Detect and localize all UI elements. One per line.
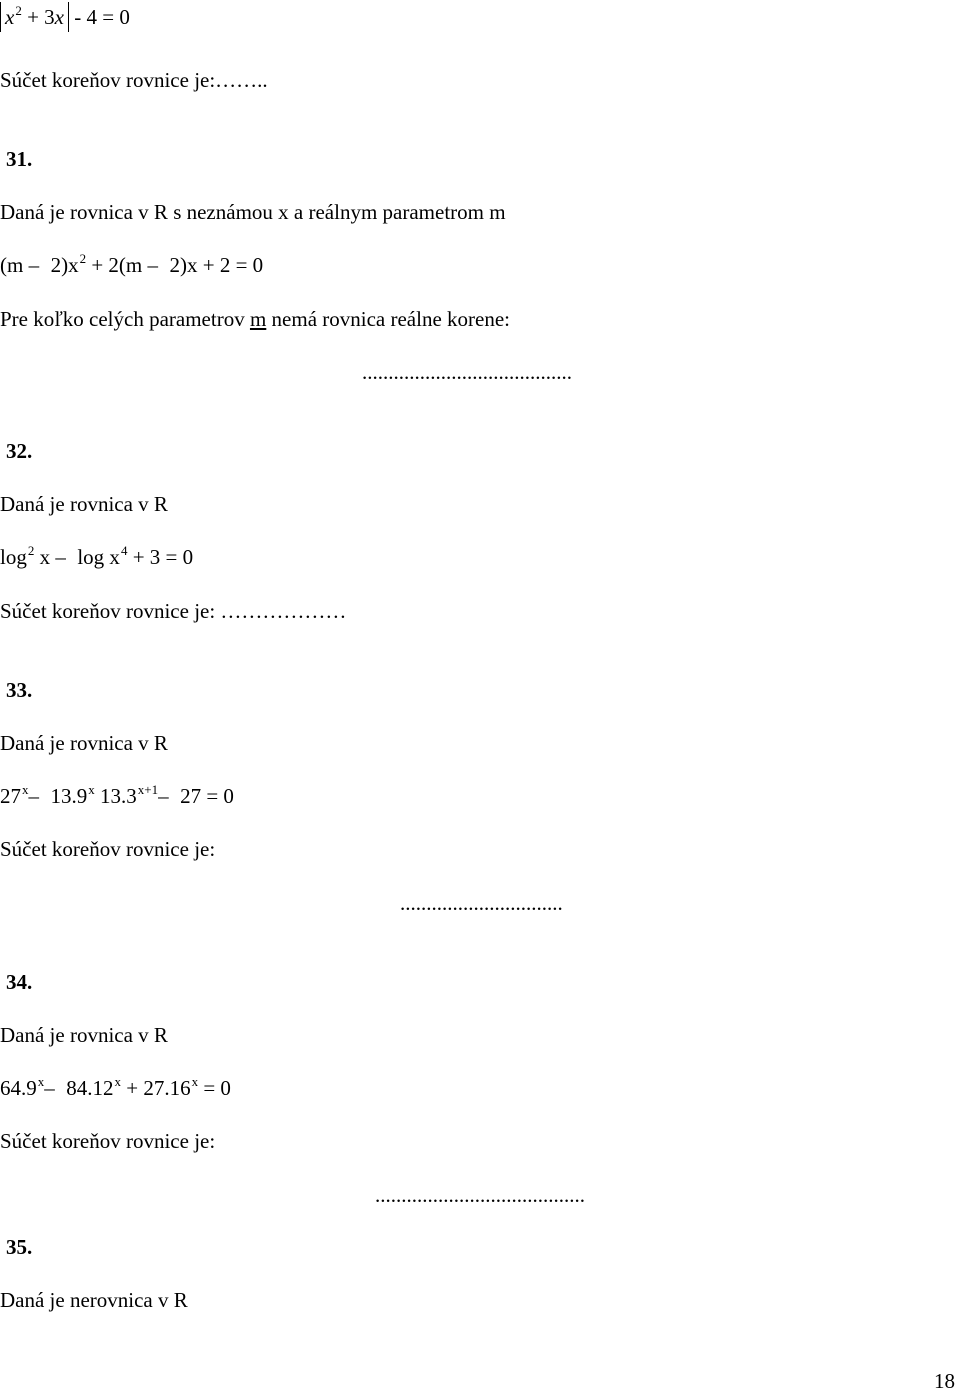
equation-part: 64.9 <box>0 1076 37 1100</box>
question-number-33: 33. <box>6 678 33 702</box>
equation-part: + 27.16 <box>121 1076 191 1100</box>
equation-part: 13.9 <box>50 784 88 808</box>
equation-part: x <box>34 545 56 569</box>
minus-sign-gap: – <box>147 253 158 277</box>
var-x: x <box>5 5 15 29</box>
parameter-m: m <box>249 307 267 331</box>
equation-part: log <box>0 545 27 569</box>
equation-part: 2)x <box>50 253 79 277</box>
exponent: x <box>114 1074 121 1089</box>
page-number: 18 <box>934 1369 955 1393</box>
exponent: 2 <box>79 251 87 266</box>
minus-sign-gap: – <box>28 784 39 808</box>
q33-sum-line: Súčet koreňov rovnice je: <box>0 837 216 861</box>
sum-line-top: Súčet koreňov rovnice je:…….. <box>0 68 268 92</box>
equation-part: + 3 = 0 <box>127 545 194 569</box>
q34-intro: Daná je rovnica v R <box>0 1023 168 1047</box>
q34-answer-blank: ........................................ <box>375 1183 585 1207</box>
top-equation <box>0 2 130 32</box>
minus-sign-gap: – <box>55 545 66 569</box>
question-number-34: 34. <box>6 970 33 994</box>
exponent: 2 <box>15 3 22 18</box>
equation-part: - 4 = 0 <box>69 5 130 29</box>
equation-part: 27 <box>0 784 21 808</box>
equation-part: = 0 <box>198 1076 231 1100</box>
equation-part: log x <box>77 545 120 569</box>
minus-sign-gap: – <box>44 1076 55 1100</box>
exponent: 4 <box>120 543 128 558</box>
equation-part: 27 = 0 <box>180 784 234 808</box>
minus-sign-gap: – <box>158 784 169 808</box>
q32-equation <box>0 543 194 569</box>
q33-equation <box>0 782 234 808</box>
minus-sign-gap: – <box>28 253 40 277</box>
equation-part: 2)x + 2 = 0 <box>169 253 264 277</box>
q33-intro: Daná je rovnica v R <box>0 731 168 755</box>
q34-sum-line: Súčet koreňov rovnice je: <box>0 1129 216 1153</box>
exponent: 2 <box>27 543 35 558</box>
q35-intro: Daná je nerovnica v R <box>0 1288 188 1312</box>
question-number-31: 31. <box>6 147 33 171</box>
q34-equation <box>0 1074 231 1100</box>
question-text: nemá rovnica reálne korene: <box>266 307 511 331</box>
q31-equation <box>0 251 264 277</box>
q32-sum-line: Súčet koreňov rovnice je: ……………… <box>0 599 347 623</box>
question-number-35: 35. <box>6 1235 33 1259</box>
question-number-32: 32. <box>6 439 33 463</box>
equation-part: 84.12 <box>66 1076 114 1100</box>
absolute-value-bars <box>0 2 69 32</box>
exponent: x <box>88 782 95 797</box>
exponent: x <box>191 1074 199 1089</box>
var-x: x <box>54 5 64 29</box>
exponent: x <box>37 1074 45 1089</box>
exponent: x+1 <box>137 782 159 797</box>
q32-intro: Daná je rovnica v R <box>0 492 168 516</box>
equation-part: + 3 <box>21 5 55 29</box>
question-text: Pre koľko celých parametrov <box>0 307 250 331</box>
q31-answer-blank: ........................................ <box>362 360 572 384</box>
equation-part: (m <box>0 253 29 277</box>
q31-intro: Daná je rovnica v R s neznámou x a reálnym parametrom m <box>0 200 506 224</box>
exponent: x <box>22 782 29 797</box>
q33-answer-blank: ............................... <box>400 891 563 915</box>
equation-part: 13.3 <box>94 784 137 808</box>
q31-question <box>0 309 510 330</box>
equation-part: + 2(m <box>86 253 148 277</box>
